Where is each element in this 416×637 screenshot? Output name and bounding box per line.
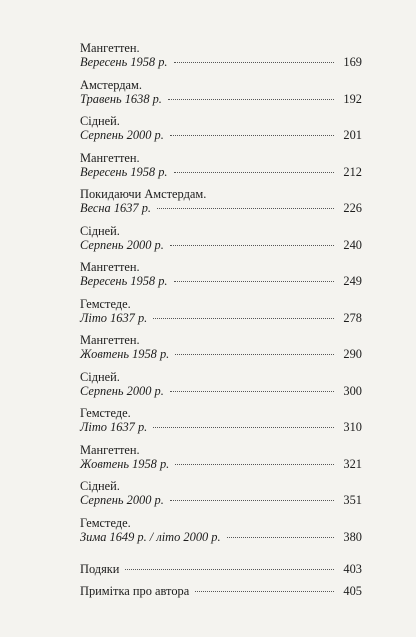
toc-entry[interactable] [80, 370, 362, 399]
dot-leader [175, 354, 334, 355]
entry-page: 351 [343, 493, 362, 507]
entry-place: Сідней. [80, 479, 120, 493]
entry-page: 212 [343, 164, 362, 179]
entry-row [80, 493, 362, 508]
dot-leader [170, 135, 334, 136]
entry-page: 310 [343, 420, 362, 434]
entry-place: Сідней. [80, 223, 120, 238]
toc-entry[interactable] [80, 78, 362, 107]
toc-entry[interactable] [80, 114, 362, 143]
table-of-contents [80, 41, 362, 605]
toc-entries [80, 41, 362, 544]
entry-row [80, 311, 362, 326]
entry-date: Вересень 1958 р. [80, 55, 168, 69]
entry-page: 192 [343, 91, 362, 106]
entry-page: 405 [343, 583, 362, 598]
toc-entry[interactable] [80, 406, 362, 435]
toc-entry[interactable] [80, 187, 362, 216]
entry-label: Примітка про автора [80, 583, 190, 598]
entry-row [80, 92, 362, 107]
entry-page: 201 [343, 128, 362, 142]
entry-row [80, 384, 362, 399]
dot-leader [157, 208, 334, 209]
dot-leader [174, 281, 335, 282]
dot-leader [170, 245, 334, 246]
dot-leader [170, 500, 334, 501]
toc-entry-about-author[interactable] [80, 584, 362, 599]
toc-entry[interactable] [80, 479, 362, 508]
entry-place: Гемстеде. [80, 406, 131, 420]
dot-leader [195, 591, 334, 592]
entry-page: 403 [343, 562, 362, 576]
entry-page: 249 [343, 274, 362, 288]
toc-entry[interactable] [80, 224, 362, 253]
dot-leader [175, 464, 334, 465]
entry-place: Покидаючи Амстердам. [80, 187, 207, 201]
entry-row [80, 530, 362, 545]
entry-page: 380 [343, 529, 362, 544]
entry-place: Мангеттен. [80, 442, 140, 457]
entry-date: Літо 1637 р. [80, 310, 148, 325]
entry-date: Серпень 2000 р. [80, 237, 164, 252]
entry-place: Мангеттен. [80, 333, 140, 347]
entry-row [80, 55, 362, 70]
entry-page: 290 [343, 347, 362, 361]
entry-date: Жовтень 1958 р. [80, 347, 170, 361]
entry-place: Мангеттен. [80, 150, 140, 165]
entry-label: Подяки [80, 562, 120, 576]
toc-entry[interactable] [80, 260, 362, 289]
entry-place: Гемстеде. [80, 296, 131, 311]
toc-entry[interactable] [80, 516, 362, 545]
toc-entry[interactable] [80, 41, 362, 70]
entry-date: Вересень 1958 р. [80, 164, 168, 179]
dot-leader [125, 569, 334, 570]
entry-date: Жовтень 1958 р. [80, 456, 170, 471]
entry-row [80, 165, 362, 180]
entry-page: 278 [343, 310, 362, 325]
entry-row [80, 238, 362, 253]
dot-leader [153, 318, 334, 319]
toc-extras [80, 562, 362, 598]
entry-page: 321 [343, 456, 362, 471]
entry-date: Серпень 2000 р. [80, 383, 164, 398]
entry-row [80, 128, 362, 143]
entry-date: Серпень 2000 р. [80, 128, 164, 142]
toc-entry-acknowledgements[interactable] [80, 562, 362, 577]
entry-row [80, 201, 362, 216]
toc-entry[interactable] [80, 443, 362, 472]
entry-place: Мангеттен. [80, 260, 140, 274]
entry-row [80, 420, 362, 435]
dot-leader [153, 427, 334, 428]
entry-row [80, 457, 362, 472]
entry-date: Весна 1637 р. [80, 201, 152, 215]
dot-leader [174, 172, 335, 173]
entry-date: Серпень 2000 р. [80, 493, 164, 507]
entry-place: Сідней. [80, 369, 120, 384]
toc-entry[interactable] [80, 151, 362, 180]
entry-date: Вересень 1958 р. [80, 274, 168, 288]
entry-date: Зима 1649 р. / літо 2000 р. [80, 529, 221, 544]
dot-leader [174, 62, 335, 63]
dot-leader [170, 391, 334, 392]
toc-entry[interactable] [80, 297, 362, 326]
entry-place: Амстердам. [80, 77, 142, 92]
entry-row [80, 347, 362, 362]
entry-page: 169 [343, 55, 362, 69]
dot-leader [227, 537, 334, 538]
entry-place: Сідней. [80, 114, 120, 128]
entry-row [80, 274, 362, 289]
entry-place: Гемстеде. [80, 515, 131, 530]
dot-leader [168, 99, 334, 100]
entry-place: Мангеттен. [80, 41, 140, 55]
entry-page: 226 [343, 201, 362, 215]
entry-date: Травень 1638 р. [80, 91, 162, 106]
entry-page: 300 [343, 383, 362, 398]
entry-page: 240 [343, 237, 362, 252]
entry-date: Літо 1637 р. [80, 420, 148, 434]
toc-entry[interactable] [80, 333, 362, 362]
